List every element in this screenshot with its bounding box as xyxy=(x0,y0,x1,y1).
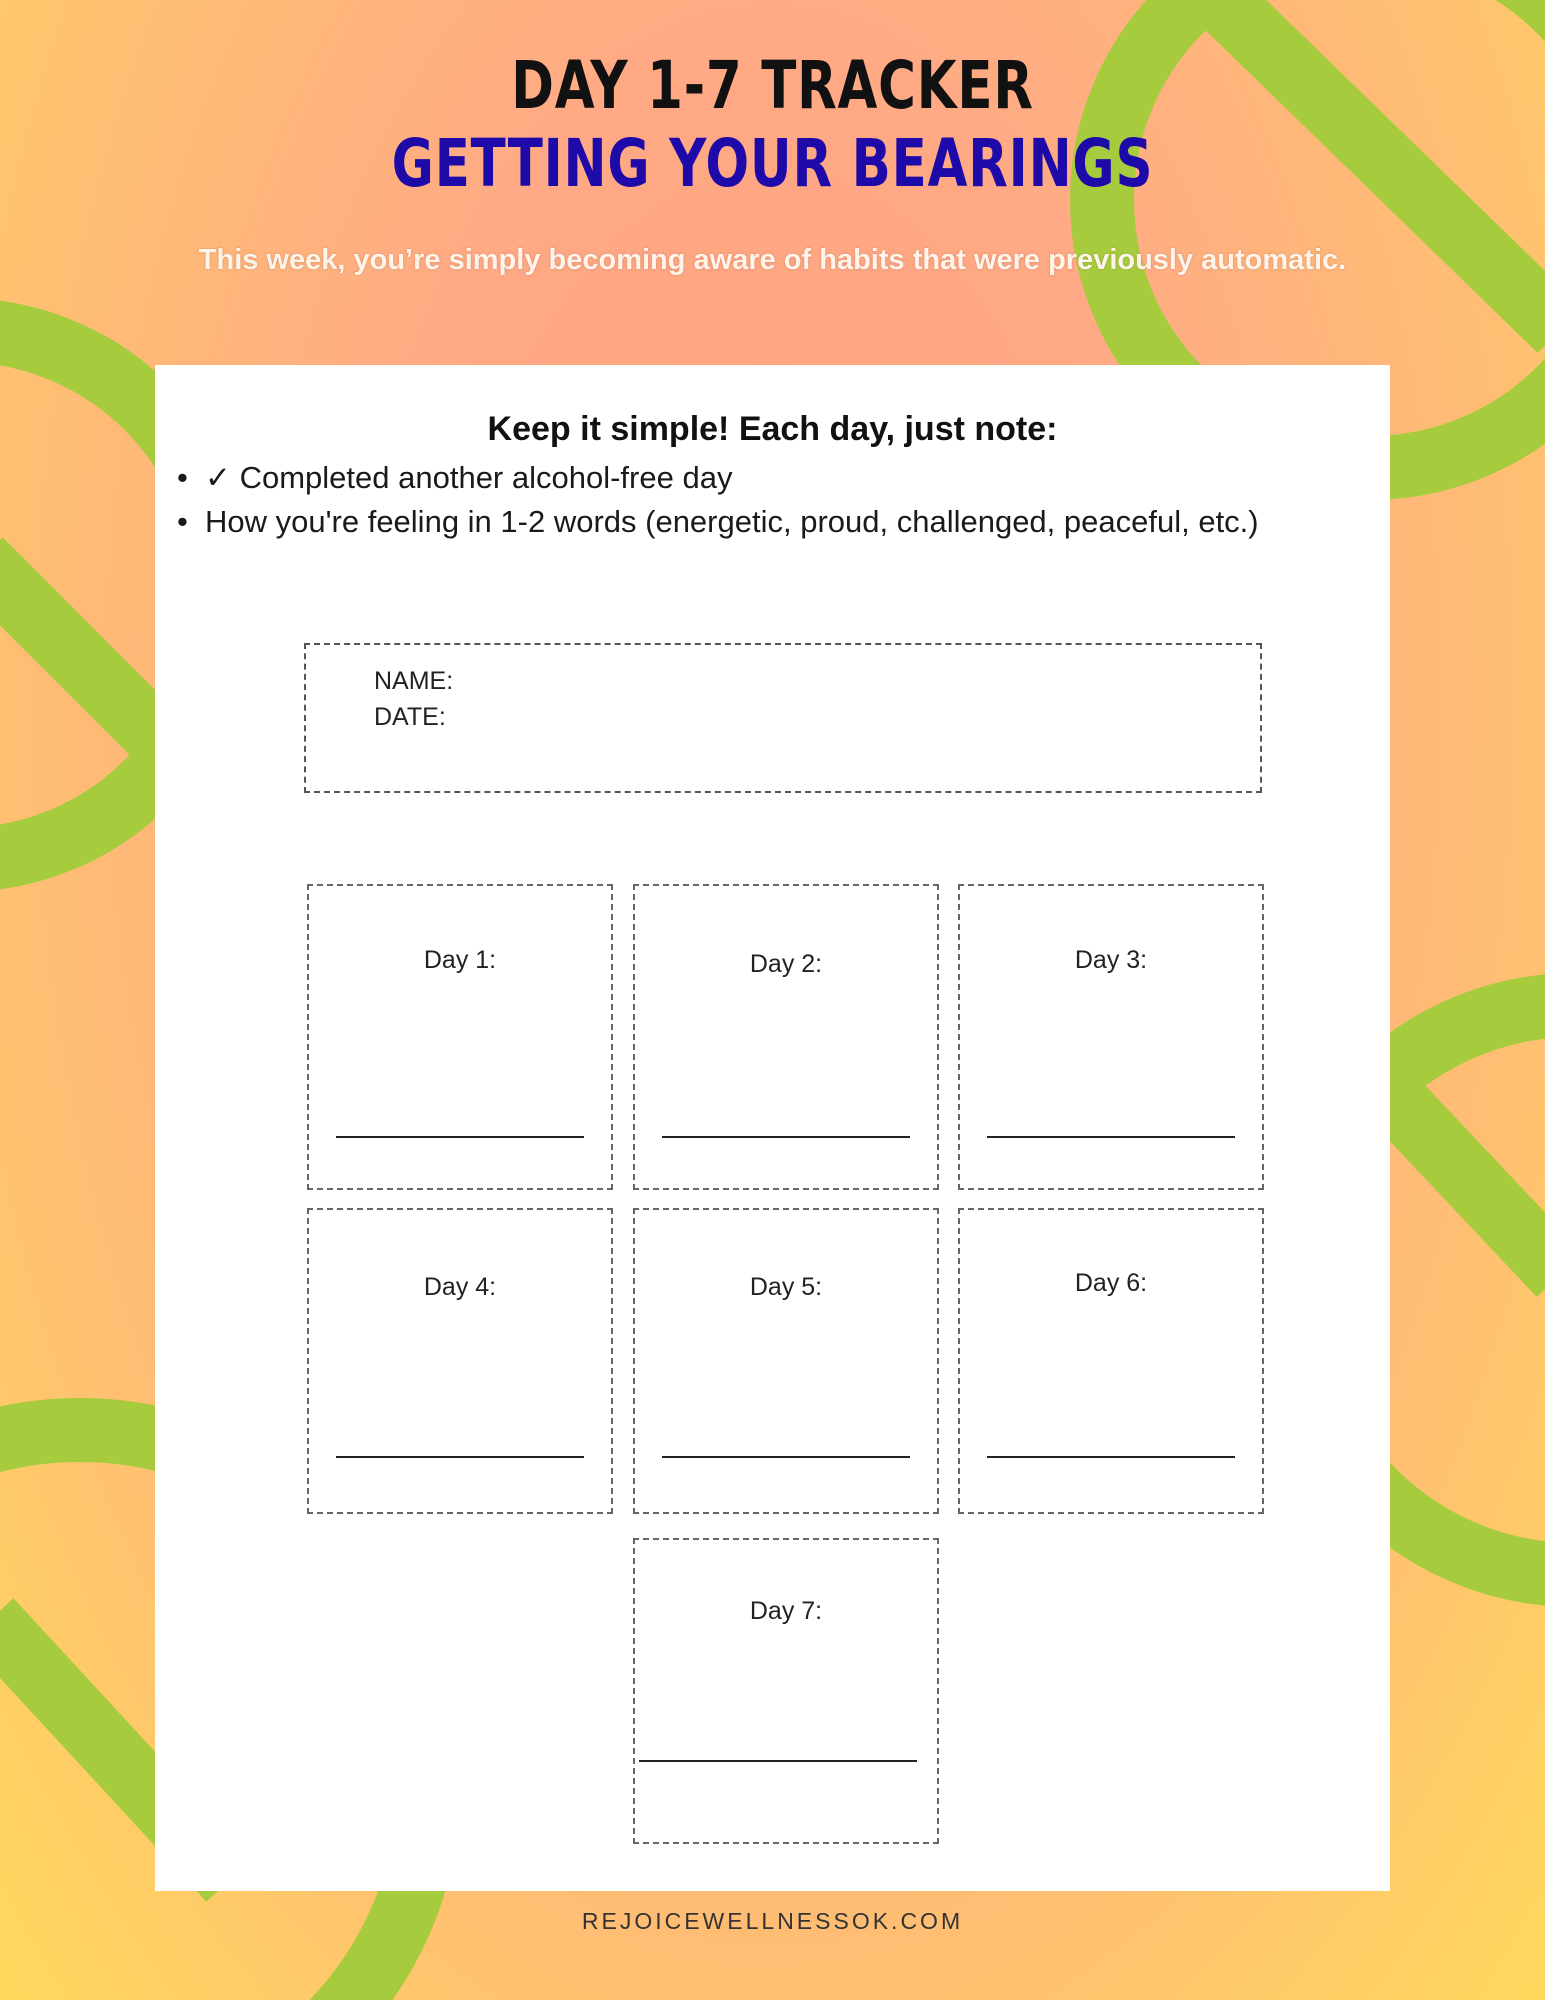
instructions-list xyxy=(177,457,1335,545)
instruction-item: • How you're feeling in 1-2 words (energetic, proud, challenged, peaceful, etc.) xyxy=(205,501,1335,543)
tracker-card xyxy=(155,365,1390,1891)
day-label: Day 4: xyxy=(423,1273,497,1301)
day-7-box[interactable] xyxy=(633,1538,939,1844)
answer-line[interactable] xyxy=(336,1136,584,1138)
intro-text: This week, you’re simply becoming aware of habits that were previously automatic. xyxy=(198,244,1347,276)
footer-website: REJOICEWELLNESSOK.COM xyxy=(581,1908,964,1934)
day-label: Day 5: xyxy=(749,1273,823,1301)
name-label: NAME: xyxy=(374,667,454,695)
day-label: Day 3: xyxy=(1074,946,1148,974)
answer-line[interactable] xyxy=(639,1760,917,1762)
date-label: DATE: xyxy=(374,703,446,731)
day-1-box[interactable] xyxy=(307,884,613,1190)
page-title: DAY 1-7 TRACKER xyxy=(511,47,1034,124)
day-3-box[interactable] xyxy=(958,884,1264,1190)
answer-line[interactable] xyxy=(987,1456,1235,1458)
day-label: Day 1: xyxy=(423,946,497,974)
bullet-icon: • xyxy=(177,460,188,495)
day-label: Day 6: xyxy=(1074,1269,1148,1297)
bullet-icon: • xyxy=(177,504,188,539)
answer-line[interactable] xyxy=(662,1456,910,1458)
name-date-box[interactable] xyxy=(304,643,1262,793)
answer-line[interactable] xyxy=(987,1136,1235,1138)
page-subtitle: GETTING YOUR BEARINGS xyxy=(391,125,1154,202)
day-label: Day 2: xyxy=(749,950,823,978)
instructions-heading: Keep it simple! Each day, just note: xyxy=(487,410,1058,448)
day-5-box[interactable] xyxy=(633,1208,939,1514)
answer-line[interactable] xyxy=(336,1456,584,1458)
answer-line[interactable] xyxy=(662,1136,910,1138)
day-4-box[interactable] xyxy=(307,1208,613,1514)
instruction-item: • ✓ Completed another alcohol-free day xyxy=(205,457,1335,499)
day-label: Day 7: xyxy=(749,1597,823,1625)
day-6-box[interactable] xyxy=(958,1208,1264,1514)
day-2-box[interactable] xyxy=(633,884,939,1190)
